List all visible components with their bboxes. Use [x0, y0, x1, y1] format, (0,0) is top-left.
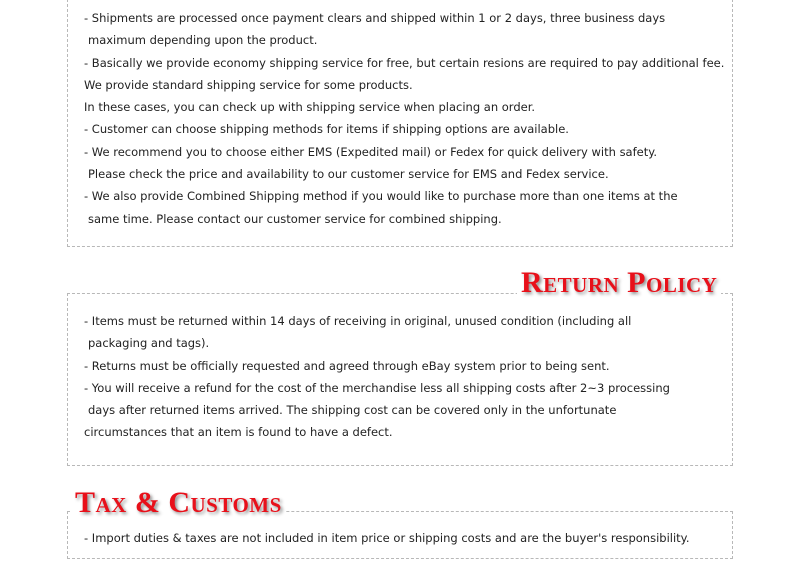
shipping-line: In these cases, you can check up with shipping service when placing an order. [84, 100, 536, 115]
shipping-line: Please check the price and availability to our customer service for EMS and Fedex service. [88, 167, 609, 182]
shipping-policy-box [67, 0, 733, 247]
shipping-line: - Basically we provide economy shipping service for free, but certain resions are required to pay additional fee. [84, 55, 725, 70]
return-policy-box [67, 293, 733, 466]
tax-customs-text [84, 527, 690, 549]
return-policy-line: days after returned items arrived. The shipping cost can be covered only in the unfortunate [88, 403, 617, 418]
return-policy-text [84, 310, 670, 444]
return-policy-heading: Return Policy [517, 268, 721, 298]
shipping-line: - Shipments are processed once payment clears and shipped within 1 or 2 days, three business days [84, 11, 666, 25]
shipping-line: same time. Please contact our customer service for combined shipping. [88, 211, 502, 226]
return-policy-line: packaging and tags). [88, 336, 210, 351]
tax-customs-heading: Tax & Customs [71, 488, 286, 518]
shipping-line: We provide standard shipping service for some products. [84, 77, 413, 92]
return-policy-line: circumstances that an item is found to have a defect. [84, 425, 393, 440]
shipping-policy-text [84, 7, 724, 230]
shipping-line: - We recommend you to choose either EMS (Expedited mail) or Fedex for quick delivery with safety. [84, 144, 658, 159]
return-policy-line: - Items must be returned within 14 days of receiving in original, unused condition (including all [84, 314, 632, 328]
tax-customs-line: - Import duties & taxes are not included in item price or shipping costs and are the buyer's responsibility. [84, 531, 690, 545]
shipping-line: - We also provide Combined Shipping method if you would like to purchase more than one items at the [84, 189, 678, 204]
shipping-line: maximum depending upon the product. [88, 33, 318, 48]
return-policy-line: - You will receive a refund for the cost of the merchandise less all shipping costs after 2~3 processing [84, 380, 670, 395]
return-policy-line: - Returns must be officially requested and agreed through eBay system prior to being sent. [84, 358, 610, 373]
shipping-line: - Customer can choose shipping methods for items if shipping options are available. [84, 122, 569, 137]
